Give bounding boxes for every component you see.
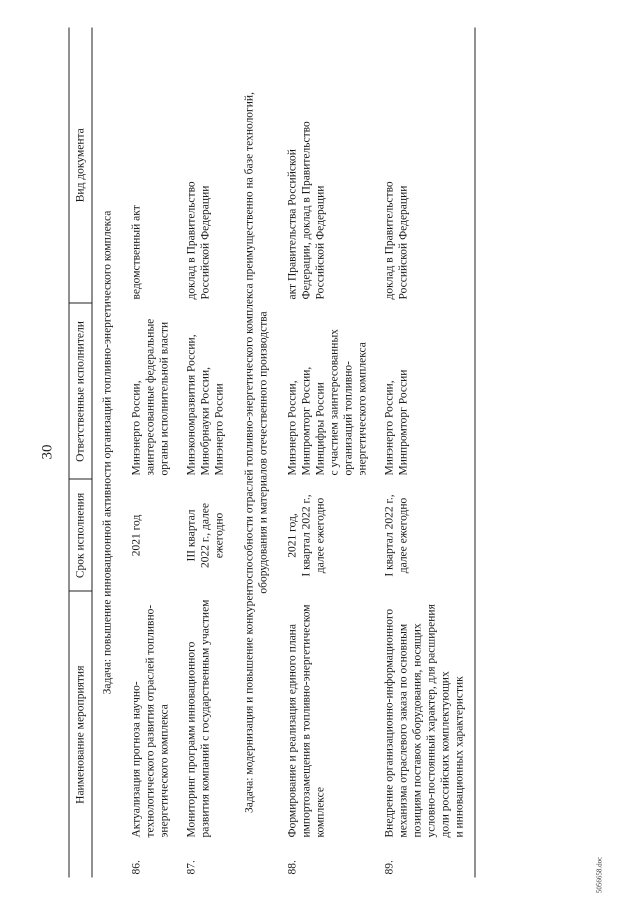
- table-row: [180, 27, 235, 877]
- row-term: I квартал 2022 г., далее ежегодно: [378, 479, 476, 591]
- header-name: Наименование мероприятия: [69, 591, 92, 877]
- row-doc-type: ведомственный акт: [130, 205, 143, 300]
- table-row: [125, 27, 180, 877]
- row-name: Формирование и реализация единого плана импортозамещения в топливно-энергетическом комплексе: [286, 604, 327, 838]
- header-doc-type: Вид документа: [69, 27, 92, 303]
- row-doc-type: доклад в Правительство Российской Федерации: [378, 27, 476, 303]
- task-row: [92, 27, 125, 877]
- row-term: 2021 год: [130, 514, 143, 557]
- task-heading: Задача: повышение инновационной активности организаций топливно-энергетического комплекса: [101, 210, 114, 695]
- row-name: Мониторинг программ инновационного развития компаний с государственным участием: [185, 599, 212, 838]
- table-row: [378, 27, 476, 877]
- row-name: Актуализация прогноза научно-технологического развития отраслей топливно-энергетического комплекса: [130, 604, 171, 838]
- header-responsible: Ответственные исполнители: [69, 303, 92, 479]
- row-term: 2021 год, I квартал 2022 г., далее ежегодно: [286, 494, 327, 577]
- row-term: III квартал 2022 г., далее ежегодно: [185, 503, 226, 568]
- row-responsible: Минэнерго России, Минпромторг России: [378, 303, 476, 479]
- task-row: [235, 27, 281, 877]
- document-id: 5056658.doc: [595, 856, 604, 894]
- row-number: 89.: [378, 842, 476, 878]
- row-number: 87.: [185, 860, 198, 875]
- measures-table: [69, 27, 476, 877]
- row-doc-type: акт Правительства Российской Федерации, доклад в Правительство Российской Федерации: [286, 121, 327, 300]
- table-header-row: [69, 27, 92, 877]
- row-name: Внедрение организационно-информационного механизма отраслевого заказа по основным позициям поставок оборудования, носящих условно-постоянный характер, для расширения доли российских комплектующих и инновационных характеристик: [378, 591, 476, 841]
- header-term: Срок исполнения: [69, 479, 92, 591]
- page-number: 30: [39, 444, 56, 460]
- row-responsible: Минэнерго России, заинтересованные федеральные органы исполнительной власти: [130, 318, 171, 476]
- row-number: 86.: [130, 860, 143, 875]
- task-heading: Задача: модернизация и повышение конкурентоспособности отраслей топливно-энергетического комплекса преимущественно на базе технологий, оборудования и материалов отечественного производства: [243, 92, 270, 813]
- row-responsible: Минэнерго России, Минпромторг России, Минцифры России с участием заинтересованных организаций топливно- энергетического комплекса: [286, 329, 369, 476]
- table-row: [281, 27, 378, 877]
- measures-table-rotated: [69, 28, 614, 878]
- row-responsible: Минэкономразвития России, Минобрнауки России, Минэнерго России: [185, 334, 226, 476]
- row-number: 88.: [286, 860, 299, 875]
- row-doc-type: доклад в Правительство Российской Федерации: [185, 181, 212, 300]
